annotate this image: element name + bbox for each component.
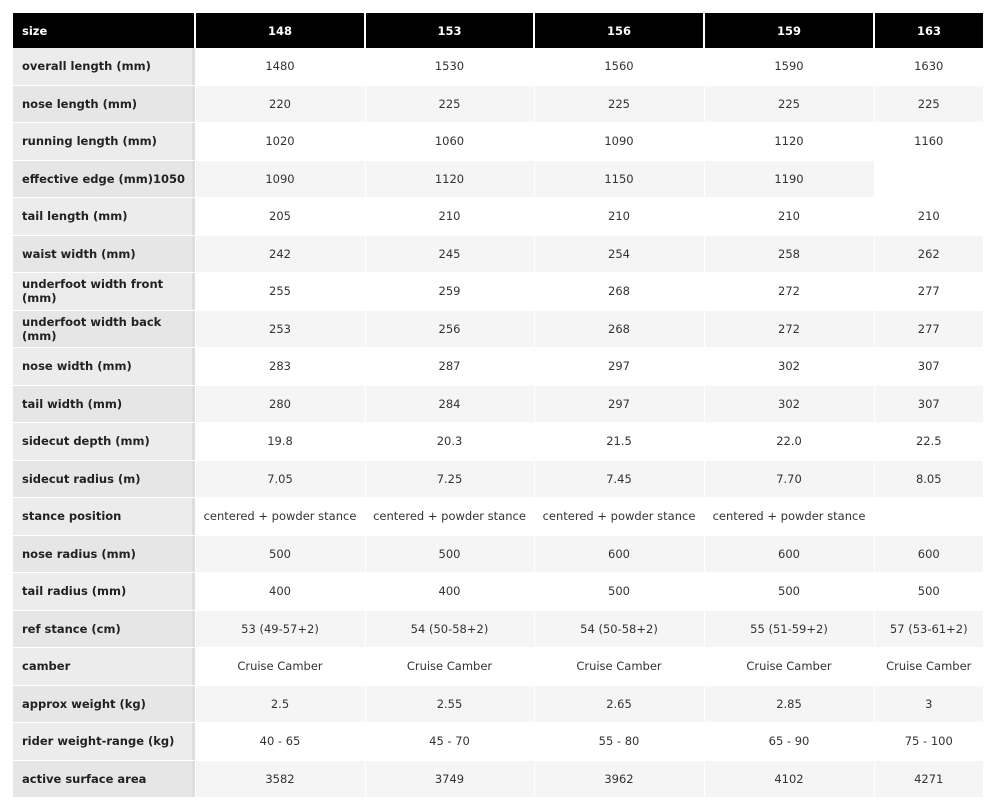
cell-size-156: 21.5 — [534, 423, 704, 461]
cell-size-163: 4271 — [874, 760, 983, 798]
cell-size-156: 268 — [534, 273, 704, 311]
cell-size-156: 1090 — [534, 123, 704, 161]
cell-size-163: 500 — [874, 573, 983, 611]
table-row — [13, 160, 983, 198]
table-row — [13, 498, 983, 536]
cell-size-156: 7.45 — [534, 460, 704, 498]
table-row — [13, 198, 983, 236]
cell-size-148: 500 — [195, 535, 365, 573]
cell-size-159: centered + powder stance — [704, 498, 874, 536]
cell-size-159: 272 — [704, 273, 874, 311]
table-row — [13, 385, 983, 423]
cell-size-148: 1090 — [195, 160, 365, 198]
header-cell-size: size — [13, 13, 195, 48]
cell-size-159: 600 — [704, 535, 874, 573]
cell-size-159: 302 — [704, 385, 874, 423]
cell-size-159: 225 — [704, 85, 874, 123]
row-label: waist width (mm) — [13, 235, 195, 273]
table-row — [13, 573, 983, 611]
table-row — [13, 123, 983, 161]
cell-size-163: 22.5 — [874, 423, 983, 461]
cell-size-153: 3749 — [365, 760, 534, 798]
header-cell-153: 153 — [365, 13, 534, 48]
table-row — [13, 235, 983, 273]
cell-size-148: 253 — [195, 310, 365, 348]
cell-size-156: 54 (50-58+2) — [534, 610, 704, 648]
cell-size-148: 3582 — [195, 760, 365, 798]
spec-table-header — [13, 13, 983, 48]
row-label: sidecut radius (m) — [13, 460, 195, 498]
header-cell-156: 156 — [534, 13, 704, 48]
cell-size-156: Cruise Camber — [534, 648, 704, 686]
row-label: underfoot width front (mm) — [13, 273, 195, 311]
cell-size-163: 8.05 — [874, 460, 983, 498]
cell-size-153: 259 — [365, 273, 534, 311]
cell-size-159: 7.70 — [704, 460, 874, 498]
cell-size-159: 22.0 — [704, 423, 874, 461]
row-label: active surface area — [13, 760, 195, 798]
row-label: sidecut depth (mm) — [13, 423, 195, 461]
cell-size-159: 55 (51-59+2) — [704, 610, 874, 648]
table-row — [13, 685, 983, 723]
cell-size-148: 255 — [195, 273, 365, 311]
table-row — [13, 48, 983, 85]
cell-size-163: 1160 — [874, 123, 983, 161]
cell-size-153: 210 — [365, 198, 534, 236]
table-row — [13, 460, 983, 498]
row-label: camber — [13, 648, 195, 686]
cell-size-156: 210 — [534, 198, 704, 236]
row-label: nose radius (mm) — [13, 535, 195, 573]
cell-size-148: 7.05 — [195, 460, 365, 498]
cell-size-153: 54 (50-58+2) — [365, 610, 534, 648]
row-label: ref stance (cm) — [13, 610, 195, 648]
cell-size-153: Cruise Camber — [365, 648, 534, 686]
cell-size-163: 75 - 100 — [874, 723, 983, 761]
cell-size-153: 20.3 — [365, 423, 534, 461]
cell-size-156: 268 — [534, 310, 704, 348]
row-label: nose length (mm) — [13, 85, 195, 123]
cell-size-156: 297 — [534, 348, 704, 386]
cell-size-159: 4102 — [704, 760, 874, 798]
cell-size-159: 272 — [704, 310, 874, 348]
cell-size-159: 65 - 90 — [704, 723, 874, 761]
cell-size-163: 1630 — [874, 48, 983, 85]
cell-size-153: 225 — [365, 85, 534, 123]
cell-size-163: 210 — [874, 198, 983, 236]
cell-size-153: 400 — [365, 573, 534, 611]
snowboard-spec-table — [13, 13, 983, 798]
cell-size-159: 500 — [704, 573, 874, 611]
cell-size-153: 245 — [365, 235, 534, 273]
row-label: underfoot width back (mm) — [13, 310, 195, 348]
header-row — [13, 13, 983, 48]
cell-size-163: 600 — [874, 535, 983, 573]
cell-size-148: 2.5 — [195, 685, 365, 723]
cell-size-156: centered + powder stance — [534, 498, 704, 536]
cell-size-159: 1590 — [704, 48, 874, 85]
cell-size-153: centered + powder stance — [365, 498, 534, 536]
cell-size-153: 1530 — [365, 48, 534, 85]
row-label: tail length (mm) — [13, 198, 195, 236]
cell-size-148: centered + powder stance — [195, 498, 365, 536]
table-row — [13, 423, 983, 461]
header-cell-163: 163 — [874, 13, 983, 48]
cell-size-156: 1150 — [534, 160, 704, 198]
cell-size-163 — [874, 160, 983, 198]
cell-size-159: 302 — [704, 348, 874, 386]
cell-size-153: 45 - 70 — [365, 723, 534, 761]
row-label: stance position — [13, 498, 195, 536]
row-label: running length (mm) — [13, 123, 195, 161]
cell-size-148: 283 — [195, 348, 365, 386]
cell-size-163: 262 — [874, 235, 983, 273]
cell-size-159: 210 — [704, 198, 874, 236]
header-cell-159: 159 — [704, 13, 874, 48]
cell-size-163: 277 — [874, 310, 983, 348]
row-label: effective edge (mm)1050 — [13, 160, 195, 198]
spec-table-body — [13, 48, 983, 798]
cell-size-163: 307 — [874, 348, 983, 386]
cell-size-163: Cruise Camber — [874, 648, 983, 686]
table-row — [13, 648, 983, 686]
table-row — [13, 310, 983, 348]
spec-table-container — [13, 13, 983, 798]
table-row — [13, 348, 983, 386]
row-label: approx weight (kg) — [13, 685, 195, 723]
cell-size-163: 225 — [874, 85, 983, 123]
cell-size-153: 284 — [365, 385, 534, 423]
cell-size-156: 55 - 80 — [534, 723, 704, 761]
cell-size-148: 205 — [195, 198, 365, 236]
table-row — [13, 760, 983, 798]
cell-size-156: 297 — [534, 385, 704, 423]
cell-size-153: 500 — [365, 535, 534, 573]
cell-size-159: Cruise Camber — [704, 648, 874, 686]
cell-size-148: 280 — [195, 385, 365, 423]
cell-size-153: 256 — [365, 310, 534, 348]
row-label: overall length (mm) — [13, 48, 195, 85]
cell-size-148: 1480 — [195, 48, 365, 85]
cell-size-148: 1020 — [195, 123, 365, 161]
cell-size-159: 1120 — [704, 123, 874, 161]
table-row — [13, 273, 983, 311]
cell-size-148: 400 — [195, 573, 365, 611]
cell-size-148: 220 — [195, 85, 365, 123]
cell-size-156: 1560 — [534, 48, 704, 85]
cell-size-163: 3 — [874, 685, 983, 723]
table-row — [13, 85, 983, 123]
row-label: nose width (mm) — [13, 348, 195, 386]
table-row — [13, 723, 983, 761]
row-label: tail width (mm) — [13, 385, 195, 423]
cell-size-163: 277 — [874, 273, 983, 311]
cell-size-156: 254 — [534, 235, 704, 273]
cell-size-159: 258 — [704, 235, 874, 273]
cell-size-163: 307 — [874, 385, 983, 423]
cell-size-153: 2.55 — [365, 685, 534, 723]
cell-size-153: 287 — [365, 348, 534, 386]
cell-size-148: 19.8 — [195, 423, 365, 461]
cell-size-156: 2.65 — [534, 685, 704, 723]
cell-size-156: 225 — [534, 85, 704, 123]
table-row — [13, 535, 983, 573]
header-cell-148: 148 — [195, 13, 365, 48]
cell-size-153: 1120 — [365, 160, 534, 198]
cell-size-148: Cruise Camber — [195, 648, 365, 686]
cell-size-163: 57 (53-61+2) — [874, 610, 983, 648]
cell-size-148: 40 - 65 — [195, 723, 365, 761]
cell-size-148: 242 — [195, 235, 365, 273]
cell-size-156: 500 — [534, 573, 704, 611]
cell-size-156: 600 — [534, 535, 704, 573]
cell-size-153: 7.25 — [365, 460, 534, 498]
cell-size-156: 3962 — [534, 760, 704, 798]
row-label: tail radius (mm) — [13, 573, 195, 611]
cell-size-148: 53 (49-57+2) — [195, 610, 365, 648]
cell-size-153: 1060 — [365, 123, 534, 161]
table-row — [13, 610, 983, 648]
cell-size-159: 2.85 — [704, 685, 874, 723]
cell-size-159: 1190 — [704, 160, 874, 198]
cell-size-163 — [874, 498, 983, 536]
row-label: rider weight-range (kg) — [13, 723, 195, 761]
